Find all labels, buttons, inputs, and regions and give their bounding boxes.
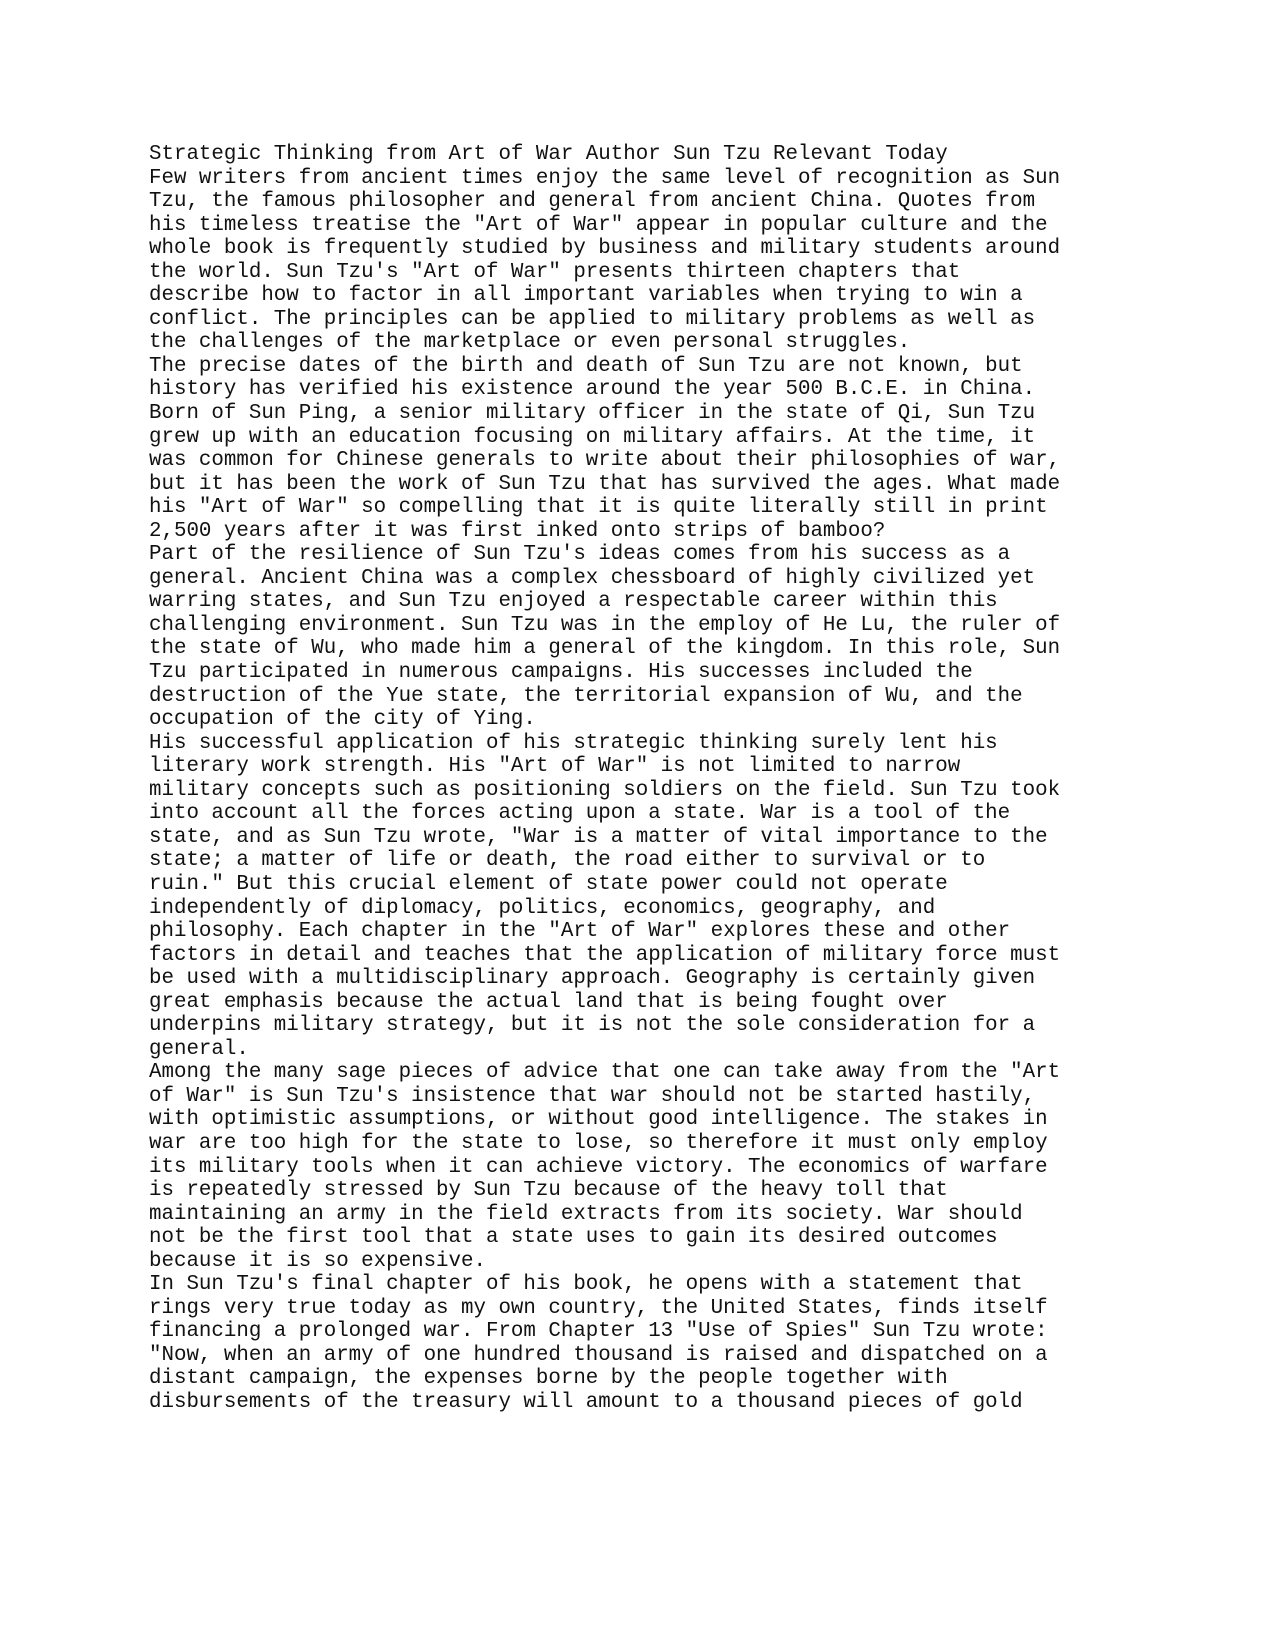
text-line: general.	[149, 1037, 249, 1061]
text-line: In Sun Tzu's final chapter of his book, he opens with a statement that	[149, 1273, 1023, 1297]
text-line: underpins military strategy, but it is not the sole consideration for a	[149, 1014, 1036, 1038]
text-line: is repeatedly stressed by Sun Tzu because of the heavy toll that	[149, 1179, 948, 1203]
text-line: disbursements of the treasury will amount to a thousand pieces of gold	[149, 1390, 1023, 1414]
text-line: financing a prolonged war. From Chapter 13 "Use of Spies" Sun Tzu wrote:	[149, 1320, 1048, 1344]
paragraph	[149, 355, 1060, 543]
text-line: distant campaign, the expenses borne by the people together with	[149, 1367, 948, 1391]
paragraph	[149, 1061, 1060, 1273]
text-line: Few writers from ancient times enjoy the same level of recognition as Sun	[149, 166, 1061, 190]
paragraphs	[149, 167, 1060, 1415]
text-line: warring states, and Sun Tzu enjoyed a respectable career within this	[149, 590, 998, 614]
text-line: independently of diplomacy, politics, economics, geography, and	[149, 896, 936, 920]
text-line: 2,500 years after it was first inked onto strips of bamboo?	[149, 519, 886, 543]
paragraph	[149, 732, 1060, 1062]
text-line: "Now, when an army of one hundred thousand is raised and dispatched on a	[149, 1343, 1048, 1367]
text-line: Tzu, the famous philosopher and general from ancient China. Quotes from	[149, 190, 1036, 214]
text-line: the challenges of the marketplace or even personal struggles.	[149, 331, 911, 355]
text-line: Part of the resilience of Sun Tzu's ideas comes from his success as a	[149, 543, 1011, 567]
text-line: into account all the forces acting upon a state. War is a tool of the	[149, 802, 1011, 826]
text-line: great emphasis because the actual land that is being fought over	[149, 990, 948, 1014]
text-line: with optimistic assumptions, or without good intelligence. The stakes in	[149, 1108, 1048, 1132]
text-line: occupation of the city of Ying.	[149, 708, 536, 732]
text-line: state, and as Sun Tzu wrote, "War is a matter of vital importance to the	[149, 825, 1048, 849]
text-line: not be the first tool that a state uses to gain its desired outcomes	[149, 1226, 998, 1250]
text-line: Born of Sun Ping, a senior military officer in the state of Qi, Sun Tzu	[149, 402, 1036, 426]
text-line: be used with a multidisciplinary approach. Geography is certainly given	[149, 967, 1036, 991]
text-line: His successful application of his strategic thinking surely lent his	[149, 731, 998, 755]
text-line: maintaining an army in the field extracts from its society. War should	[149, 1202, 1023, 1226]
text-line: challenging environment. Sun Tzu was in the employ of He Lu, the ruler of	[149, 613, 1061, 637]
text-line: destruction of the Yue state, the territorial expansion of Wu, and the	[149, 684, 1023, 708]
paragraph	[149, 543, 1060, 731]
text-line: grew up with an education focusing on military affairs. At the time, it	[149, 425, 1036, 449]
text-line: whole book is frequently studied by business and military students around	[149, 237, 1061, 261]
text-line: the world. Sun Tzu's "Art of War" presents thirteen chapters that	[149, 260, 961, 284]
text-line: factors in detail and teaches that the application of military force must	[149, 943, 1061, 967]
text-line: war are too high for the state to lose, so therefore it must only employ	[149, 1131, 1048, 1155]
text-line: rings very true today as my own country, the United States, finds itself	[149, 1296, 1048, 1320]
text-line: general. Ancient China was a complex chessboard of highly civilized yet	[149, 566, 1036, 590]
text-line: his timeless treatise the "Art of War" appear in popular culture and the	[149, 213, 1048, 237]
text-line: Tzu participated in numerous campaigns. His successes included the	[149, 661, 973, 685]
text-line: his "Art of War" so compelling that it is quite literally still in print	[149, 496, 1048, 520]
text-line: literary work strength. His "Art of War" is not limited to narrow	[149, 755, 961, 779]
document-title: Strategic Thinking from Art of War Author Sun Tzu Relevant Today	[149, 143, 948, 166]
text-line: the state of Wu, who made him a general of the kingdom. In this role, Sun	[149, 637, 1061, 661]
text-line: of War" is Sun Tzu's insistence that war should not be started hastily,	[149, 1084, 1036, 1108]
text-line: conflict. The principles can be applied to military problems as well as	[149, 307, 1036, 331]
text-line: military concepts such as positioning soldiers on the field. Sun Tzu took	[149, 778, 1061, 802]
text-line: philosophy. Each chapter in the "Art of War" explores these and other	[149, 920, 1011, 944]
paragraph	[149, 167, 1060, 355]
text-line: was common for Chinese generals to write about their philosophies of war,	[149, 449, 1061, 473]
text-line: because it is so expensive.	[149, 1249, 486, 1273]
text-line: ruin." But this crucial element of state power could not operate	[149, 872, 948, 896]
text-line: but it has been the work of Sun Tzu that has survived the ages. What made	[149, 472, 1061, 496]
text-line: Among the many sage pieces of advice that one can take away from the "Art	[149, 1061, 1061, 1085]
document-body	[149, 143, 1060, 1415]
text-line: describe how to factor in all important variables when trying to win a	[149, 284, 1023, 308]
text-line: The precise dates of the birth and death of Sun Tzu are not known, but	[149, 354, 1023, 378]
text-line: its military tools when it can achieve victory. The economics of warfare	[149, 1155, 1048, 1179]
text-line: history has verified his existence around the year 500 B.C.E. in China.	[149, 378, 1036, 402]
paragraph	[149, 1273, 1060, 1414]
text-line: state; a matter of life or death, the road either to survival or to	[149, 849, 986, 873]
